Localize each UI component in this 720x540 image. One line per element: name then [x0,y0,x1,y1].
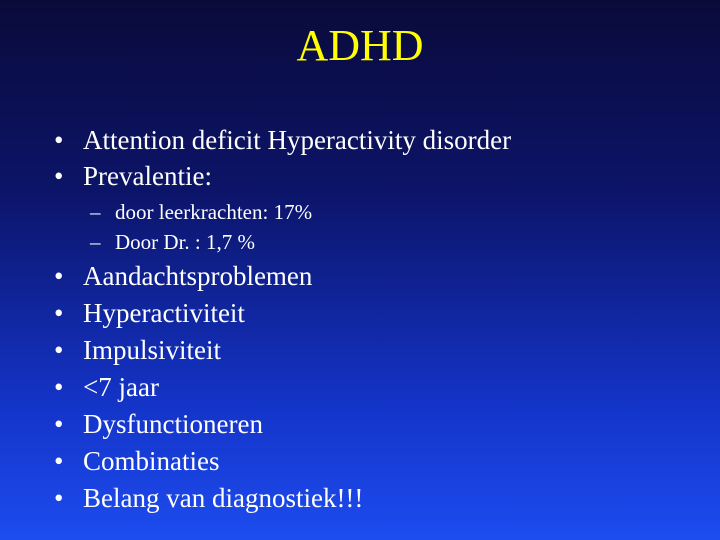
bullet-text: <7 jaar [83,372,159,402]
bullet-marker: • [54,125,64,155]
bullet-marker: • [54,409,64,439]
bullet-marker: • [54,261,64,291]
bullet-text: Prevalentie: [83,161,212,191]
bullet-text: Impulsiviteit [83,335,221,365]
bullet-marker: • [54,446,64,476]
bullet-text: Hyperactiviteit [83,298,245,328]
sub-bullet-text: Door Dr. : 1,7 % [115,230,255,254]
slide-title: ADHD [296,21,424,70]
bullet-text: Dysfunctioneren [83,409,263,439]
bullet-marker: • [54,372,64,402]
bullet-marker: • [54,298,64,328]
bullet-text: Attention deficit Hyperactivity disorder [83,125,512,155]
sub-bullet-marker: – [90,200,101,224]
sub-bullet-text: door leerkrachten: 17% [115,200,313,224]
bullet-text: Combinaties [83,446,220,476]
bullet-text: Aandachtsproblemen [83,261,313,291]
bullet-text: Belang van diagnostiek!!! [83,483,364,513]
bullet-marker: • [54,483,64,513]
bullet-marker: • [54,335,64,365]
bullet-marker: • [54,161,64,191]
sub-bullet-marker: – [90,230,101,254]
